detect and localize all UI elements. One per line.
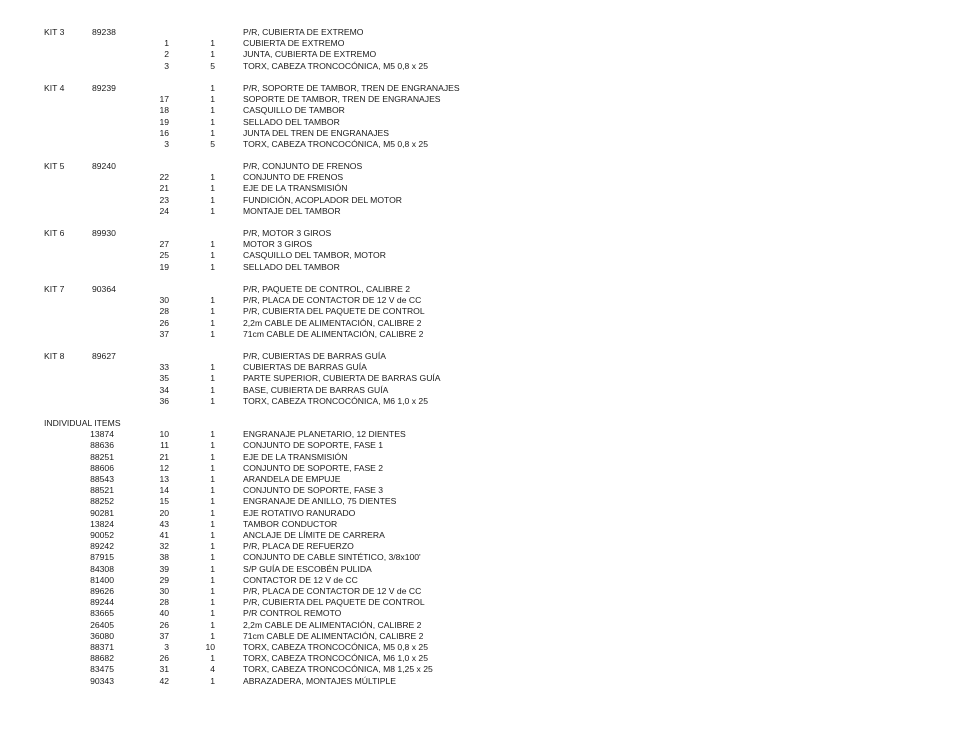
item-part-number: 81400 — [90, 574, 114, 585]
item-description: P/R CONTROL REMOTO — [243, 608, 342, 619]
kit-header-row — [0, 228, 954, 239]
kit-header-row — [0, 284, 954, 295]
individual-item-row — [0, 496, 954, 507]
item-qty: 1 — [210, 507, 215, 518]
individual-item-row — [0, 485, 954, 496]
item-ref-number: 31 — [159, 664, 169, 675]
item-description: TORX, CABEZA TRONCOCÓNICA, M5 0,8 x 25 — [243, 642, 428, 652]
kit-label: KIT 8 — [44, 351, 65, 361]
item-qty: 1 — [210, 183, 215, 194]
item-part-number: 88543 — [90, 474, 114, 484]
kit-item-row — [0, 396, 954, 407]
individual-item-row — [0, 575, 954, 586]
item-ref-number: 21 — [159, 183, 169, 194]
item-qty: 1 — [210, 38, 215, 49]
item-qty: 10 — [205, 642, 215, 652]
item-part-number: 88636 — [90, 440, 114, 451]
item-qty: 1 — [210, 127, 215, 138]
item-ref-number: 26 — [159, 317, 169, 328]
item-description: P/R, PLACA DE CONTACTOR DE 12 V de CC — [243, 586, 422, 596]
kit-item-row — [0, 61, 954, 72]
item-ref-number: 29 — [159, 574, 169, 585]
individual-item-row — [0, 597, 954, 608]
item-ref-number: 21 — [159, 451, 169, 462]
individual-item-row — [0, 653, 954, 664]
item-ref-number: 28 — [159, 597, 169, 608]
kit-header-row — [0, 83, 954, 94]
item-description: FUNDICIÓN, ACOPLADOR DEL MOTOR — [243, 194, 403, 205]
individual-item-row — [0, 631, 954, 642]
item-ref-number: 23 — [159, 194, 169, 205]
individual-item-row — [0, 429, 954, 440]
kit-description: P/R, SOPORTE DE TAMBOR, TREN DE ENGRANAJES — [243, 83, 460, 93]
kit-part-number: 89627 — [92, 351, 116, 361]
item-description: CONJUNTO DE CABLE SINTÉTICO, 3/8x100' — [243, 552, 421, 563]
kit-item-row — [0, 206, 954, 217]
kit-item-row — [0, 172, 954, 183]
item-ref-number: 30 — [159, 295, 169, 306]
item-ref-number: 19 — [159, 261, 169, 272]
individual-item-row — [0, 519, 954, 530]
individual-item-row — [0, 608, 954, 619]
individual-item-row — [0, 664, 954, 675]
individual-item-row — [0, 564, 954, 575]
item-part-number: 88606 — [90, 462, 114, 473]
kit-item-row — [0, 183, 954, 194]
item-description: TORX, CABEZA TRONCOCÓNICA, M6 1,0 x 25 — [243, 395, 428, 406]
item-ref-number: 19 — [159, 116, 169, 127]
item-description: MONTAJE DEL TAMBOR — [243, 205, 341, 216]
item-description: SELLADO DEL TAMBOR — [243, 116, 340, 127]
item-part-number: 83665 — [90, 608, 114, 619]
item-qty: 4 — [210, 664, 215, 675]
item-ref-number: 32 — [159, 541, 169, 552]
item-qty: 1 — [210, 653, 215, 664]
item-description: CONJUNTO DE SOPORTE, FASE 1 — [243, 440, 384, 451]
kit-item-row — [0, 128, 954, 139]
item-description: BASE, CUBIERTA DE BARRAS GUÍA — [243, 384, 389, 395]
item-description: EJE DE LA TRANSMISIÓN — [243, 183, 348, 194]
item-qty: 1 — [210, 530, 215, 540]
kit-part-number: 90364 — [92, 284, 116, 294]
kit-description: P/R, CUBIERTAS DE BARRAS GUÍA — [243, 351, 386, 361]
item-qty: 1 — [210, 384, 215, 395]
item-ref-number: 30 — [159, 586, 169, 596]
individual-item-row — [0, 642, 954, 653]
item-ref-number: 26 — [159, 653, 169, 664]
item-qty: 1 — [210, 194, 215, 205]
item-description: TORX, CABEZA TRONCOCÓNICA, M6 1,0 x 25 — [243, 653, 428, 664]
item-qty: 1 — [210, 462, 215, 473]
item-qty: 1 — [210, 429, 215, 440]
individual-item-row — [0, 530, 954, 541]
item-description: EJE ROTATIVO RANURADO — [243, 507, 356, 518]
item-ref-number: 42 — [159, 675, 169, 686]
kit-description: P/R, CONJUNTO DE FRENOS — [243, 161, 363, 171]
item-part-number: 13874 — [90, 429, 114, 440]
item-description: ANCLAJE DE LÍMITE DE CARRERA — [243, 530, 385, 540]
item-qty: 1 — [210, 205, 215, 216]
kit-item-row — [0, 94, 954, 105]
item-description: 2,2m CABLE DE ALIMENTACIÓN, CALIBRE 2 — [243, 317, 422, 328]
item-qty: 1 — [210, 306, 215, 317]
item-part-number: 90052 — [90, 530, 114, 540]
item-qty: 1 — [210, 373, 215, 384]
kit-part-number: 89930 — [92, 228, 116, 238]
item-ref-number: 2 — [164, 49, 169, 60]
item-qty: 1 — [210, 94, 215, 105]
item-qty: 1 — [210, 451, 215, 462]
item-ref-number: 3 — [164, 139, 169, 149]
item-ref-number: 43 — [159, 518, 169, 529]
kit-label: KIT 6 — [44, 228, 65, 238]
item-description: TORX, CABEZA TRONCOCÓNICA, M8 1,25 x 25 — [243, 664, 433, 675]
item-description: TORX, CABEZA TRONCOCÓNICA, M5 0,8 x 25 — [243, 139, 428, 149]
kit-description: P/R, CUBIERTA DE EXTREMO — [243, 27, 364, 37]
individual-item-row — [0, 452, 954, 463]
individual-item-row — [0, 586, 954, 597]
kit-header-row — [0, 351, 954, 362]
item-ref-number: 27 — [159, 239, 169, 250]
item-description: JUNTA DEL TREN DE ENGRANAJES — [243, 127, 389, 138]
kit-qty: 1 — [210, 83, 215, 93]
kit-description: P/R, MOTOR 3 GIROS — [243, 228, 332, 238]
item-ref-number: 10 — [159, 429, 169, 440]
item-ref-number: 40 — [159, 608, 169, 619]
kit-item-row — [0, 262, 954, 273]
item-qty: 5 — [210, 139, 215, 149]
item-part-number: 26405 — [90, 619, 114, 630]
individual-items-heading-row — [0, 418, 954, 429]
item-ref-number: 15 — [159, 496, 169, 507]
kit-item-row — [0, 385, 954, 396]
item-part-number: 88252 — [90, 496, 114, 507]
individual-item-row — [0, 463, 954, 474]
item-qty: 1 — [210, 116, 215, 127]
item-qty: 1 — [210, 295, 215, 306]
individual-item-row — [0, 676, 954, 687]
individual-item-row — [0, 474, 954, 485]
item-description: 71cm CABLE DE ALIMENTACIÓN, CALIBRE 2 — [243, 630, 424, 641]
item-part-number: 88682 — [90, 653, 114, 664]
kit-item-row — [0, 295, 954, 306]
item-qty: 1 — [210, 586, 215, 596]
item-description: ENGRANAJE DE ANILLO, 75 DIENTES — [243, 496, 397, 507]
kit-label: KIT 7 — [44, 284, 65, 294]
item-description: TORX, CABEZA TRONCOCÓNICA, M5 0,8 x 25 — [243, 60, 428, 71]
item-description: CUBIERTA DE EXTREMO — [243, 38, 345, 49]
item-ref-number: 38 — [159, 552, 169, 563]
item-description: P/R, CUBIERTA DEL PAQUETE DE CONTROL — [243, 306, 425, 317]
item-qty: 1 — [210, 496, 215, 507]
individual-item-row — [0, 541, 954, 552]
item-part-number: 90343 — [90, 675, 114, 686]
kit-item-row — [0, 318, 954, 329]
item-description: PARTE SUPERIOR, CUBIERTA DE BARRAS GUÍA — [243, 373, 441, 384]
item-description: P/R, CUBIERTA DEL PAQUETE DE CONTROL — [243, 597, 425, 608]
item-ref-number: 3 — [164, 60, 169, 71]
item-description: P/R, PLACA DE REFUERZO — [243, 541, 354, 552]
item-description: JUNTA, CUBIERTA DE EXTREMO — [243, 49, 377, 60]
kit-item-row — [0, 250, 954, 261]
kit-item-row — [0, 362, 954, 373]
kit-label: KIT 4 — [44, 83, 65, 93]
item-ref-number: 17 — [159, 94, 169, 105]
item-part-number: 36080 — [90, 630, 114, 641]
item-ref-number: 35 — [159, 373, 169, 384]
item-ref-number: 1 — [164, 38, 169, 49]
item-description: P/R, PLACA DE CONTACTOR DE 12 V de CC — [243, 295, 422, 306]
kit-part-number: 89240 — [92, 161, 116, 171]
item-qty: 1 — [210, 317, 215, 328]
item-description: TAMBOR CONDUCTOR — [243, 518, 338, 529]
item-qty: 1 — [210, 619, 215, 630]
item-part-number: 89242 — [90, 541, 114, 552]
item-qty: 1 — [210, 574, 215, 585]
kit-item-row — [0, 38, 954, 49]
item-ref-number: 25 — [159, 250, 169, 261]
item-ref-number: 37 — [159, 630, 169, 641]
kit-header-row — [0, 161, 954, 172]
item-ref-number: 16 — [159, 127, 169, 138]
item-description: ABRAZADERA, MONTAJES MÚLTIPLE — [243, 675, 396, 686]
item-ref-number: 34 — [159, 384, 169, 395]
item-description: EJE DE LA TRANSMISIÓN — [243, 451, 348, 462]
kit-item-row — [0, 195, 954, 206]
kit-item-row — [0, 239, 954, 250]
item-qty: 1 — [210, 675, 215, 686]
individual-item-row — [0, 508, 954, 519]
item-description: SOPORTE DE TAMBOR, TREN DE ENGRANAJES — [243, 94, 441, 105]
item-description: CASQUILLO DEL TAMBOR, MOTOR — [243, 250, 386, 261]
item-qty: 1 — [210, 395, 215, 406]
item-ref-number: 37 — [159, 328, 169, 339]
item-qty: 1 — [210, 440, 215, 451]
item-description: CUBIERTAS DE BARRAS GUÍA — [243, 362, 367, 373]
item-part-number: 87915 — [90, 552, 114, 563]
kit-item-row — [0, 329, 954, 340]
item-qty: 1 — [210, 518, 215, 529]
item-qty: 1 — [210, 250, 215, 261]
item-qty: 1 — [210, 608, 215, 619]
kit-part-number: 89238 — [92, 27, 116, 37]
item-ref-number: 36 — [159, 395, 169, 406]
item-ref-number: 39 — [159, 563, 169, 574]
item-ref-number: 26 — [159, 619, 169, 630]
item-ref-number: 33 — [159, 362, 169, 373]
item-description: S/P GUÍA DE ESCOBÉN PULIDA — [243, 563, 372, 574]
kit-item-row — [0, 105, 954, 116]
item-ref-number: 28 — [159, 306, 169, 317]
kit-item-row — [0, 49, 954, 60]
item-description: ARANDELA DE EMPUJE — [243, 474, 341, 484]
kit-item-row — [0, 306, 954, 317]
item-part-number: 88251 — [90, 451, 114, 462]
item-description: CONJUNTO DE FRENOS — [243, 172, 344, 183]
kit-label: KIT 5 — [44, 161, 65, 171]
item-qty: 1 — [210, 49, 215, 60]
kit-item-row — [0, 373, 954, 384]
item-part-number: 84308 — [90, 563, 114, 574]
item-qty: 1 — [210, 328, 215, 339]
kit-item-row — [0, 117, 954, 128]
item-part-number: 89244 — [90, 597, 114, 608]
item-qty: 1 — [210, 541, 215, 552]
item-description: 71cm CABLE DE ALIMENTACIÓN, CALIBRE 2 — [243, 328, 424, 339]
item-ref-number: 12 — [159, 462, 169, 473]
item-part-number: 13824 — [90, 518, 114, 529]
item-part-number: 88371 — [90, 642, 114, 652]
individual-items-heading: INDIVIDUAL ITEMS — [44, 418, 121, 428]
item-qty: 1 — [210, 105, 215, 116]
item-description: CONJUNTO DE SOPORTE, FASE 2 — [243, 462, 384, 473]
item-description: CONJUNTO DE SOPORTE, FASE 3 — [243, 485, 384, 496]
item-description: CASQUILLO DE TAMBOR — [243, 105, 345, 116]
item-qty: 1 — [210, 630, 215, 641]
item-description: 2,2m CABLE DE ALIMENTACIÓN, CALIBRE 2 — [243, 619, 422, 630]
item-ref-number: 3 — [164, 642, 169, 652]
item-description: SELLADO DEL TAMBOR — [243, 261, 340, 272]
item-ref-number: 22 — [159, 172, 169, 183]
item-part-number: 90281 — [90, 507, 114, 518]
kit-description: P/R, PAQUETE DE CONTROL, CALIBRE 2 — [243, 284, 410, 294]
item-qty: 1 — [210, 239, 215, 250]
individual-item-row — [0, 440, 954, 451]
item-part-number: 89626 — [90, 586, 114, 596]
item-ref-number: 13 — [159, 474, 169, 484]
individual-item-row — [0, 620, 954, 631]
item-qty: 1 — [210, 261, 215, 272]
kit-part-number: 89239 — [92, 83, 116, 93]
item-qty: 1 — [210, 474, 215, 484]
item-qty: 1 — [210, 597, 215, 608]
item-ref-number: 20 — [159, 507, 169, 518]
item-qty: 1 — [210, 362, 215, 373]
item-qty: 1 — [210, 172, 215, 183]
item-part-number: 88521 — [90, 485, 114, 496]
item-description: ENGRANAJE PLANETARIO, 12 DIENTES — [243, 429, 406, 440]
item-part-number: 83475 — [90, 664, 114, 675]
item-ref-number: 18 — [159, 105, 169, 116]
item-ref-number: 11 — [160, 440, 169, 451]
item-ref-number: 14 — [159, 485, 169, 496]
kit-item-row — [0, 139, 954, 150]
individual-item-row — [0, 552, 954, 563]
item-qty: 1 — [210, 485, 215, 496]
item-ref-number: 24 — [159, 205, 169, 216]
kit-label: KIT 3 — [44, 27, 65, 37]
item-qty: 5 — [210, 60, 215, 71]
item-qty: 1 — [210, 552, 215, 563]
item-description: MOTOR 3 GIROS — [243, 239, 313, 250]
item-qty: 1 — [210, 563, 215, 574]
item-description: CONTACTOR DE 12 V de CC — [243, 574, 358, 585]
kit-header-row — [0, 27, 954, 38]
item-ref-number: 41 — [159, 530, 169, 540]
